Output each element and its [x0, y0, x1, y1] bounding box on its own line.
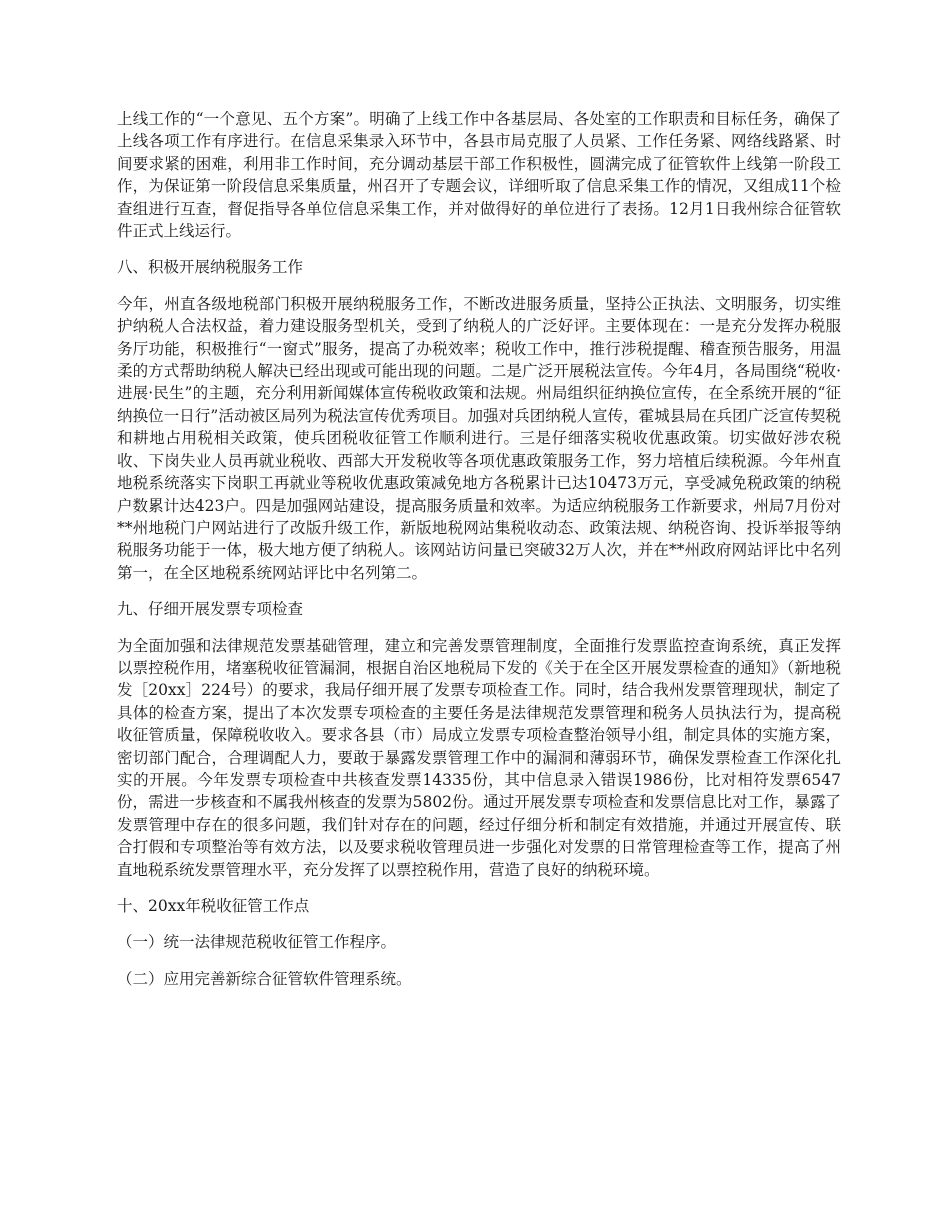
section-8-heading: 八、积极开展纳税服务工作	[117, 258, 304, 277]
section-9-heading: 九、仔细开展发票专项检查	[117, 600, 304, 619]
intro-paragraph: 上线工作的“一个意见、五个方案”。明确了上线工作中各基层局、各处室的工作职责和目标任务，确保了上线各项工作有序进行。在信息采集录入环节中，各县市局克服了人员紧、工作任务紧、网络线路紧、时间要求紧的困难，利用非工作时间，充分调动基层干部工作积极性，圆满完成了征管软件上线第一阶段工作，为保证第一阶段信息采集质量，州召开了专题会议，详细听取了信息采集工作的情况，又组成11个检查组进行互查，督促指导各单位信息采集工作，并对做得好的单位进行了表扬。12月1日我州综合征管软件正式上线运行。	[117, 110, 841, 241]
document-page	[117, 108, 841, 1004]
section-10-item-2: （二）应用完善新综合征管软件管理系统。	[117, 969, 412, 988]
section-9-paragraph: 为全面加强和法律规范发票基础管理，建立和完善发票管理制度，全面推行发票监控查询系统，真正发挥以票控税作用，堵塞税收征管漏洞，根据自治区地税局下发的《关于在全区开展发票检查的通知》（新地税发［20xx］224号）的要求，我局仔细开展了发票专项检查工作。同时，结合我州发票管理现状，制定了具体的检查方案，提出了本次发票专项检查的主要任务是法律规范发票管理和税务人员执法行为，提高税收征管质量，保障税收收入。要求各县（市）局成立发票专项检查整治领导小组，制定具体的实施方案，密切部门配合，合理调配人力，要敢于暴露发票管理工作中的漏洞和薄弱环节，确保发票检查工作深化扎实的开展。今年发票专项检查中共核查发票14335份，其中信息录入错误1986份，比对相符发票6547份，需进一步核查和不属我州核查的发票为5802份。通过开展发票专项检查和发票信息比对工作，暴露了发票管理中存在的很多问题，我们针对存在的问题，经过仔细分析和制定有效措施，并通过开展宣传、联合打假和专项整治等有效方法，以及要求税收管理员进一步强化对发票的日常管理检查等工作，提高了州直地税系统发票管理水平，充分发挥了以票控税作用，营造了良好的纳税环境。	[117, 636, 841, 879]
section-8-paragraph: 今年，州直各级地税部门积极开展纳税服务工作，不断改进服务质量，坚持公正执法、文明服务，切实维护纳税人合法权益，着力建设服务型机关，受到了纳税人的广泛好评。主要体现在：一是充分发挥办税服务厅功能，积极推行“一窗式”服务，提高了办税效率；税收工作中，推行涉税提醒、稽查预告服务，用温柔的方式帮助纳税人解决已经出现或可能出现的问题。二是广泛开展税法宣传。今年4月，各局围绕“税收·进展·民生”的主题，充分利用新闻媒体宣传税收政策和法规。州局组织征纳换位宣传，在全系统开展的“征纳换位一日行”活动被区局列为税法宣传优秀项目。加强对兵团纳税人宣传，霍城县局在兵团广泛宣传契税和耕地占用税相关政策，使兵团税收征管工作顺利进行。三是仔细落实税收优惠政策。切实做好涉农税收、下岗失业人员再就业税收、西部大开发税收等各项优惠政策服务工作，努力培植后续税源。今年州直地税系统落实下岗职工再就业等税收优惠政策减免地方各税累计已达10473万元，享受减免税政策的纳税户数累计达423户。四是加强网站建设，提高服务质量和效率。为适应纳税服务工作新要求，州局7月份对**州地税门户网站进行了改版升级工作，新版地税网站集税收动态、政策法规、纳税咨询、投诉举报等纳税服务功能于一体，极大地方便了纳税人。该网站访问量已突破32万人次，并在**州政府网站评比中名列第一，在全区地税系统网站评比中名列第二。	[117, 294, 841, 582]
section-10-heading: 十、20xx年税收征管工作点	[117, 897, 310, 915]
section-10-item-1: （一）统一法律规范税收征管工作程序。	[117, 933, 397, 952]
